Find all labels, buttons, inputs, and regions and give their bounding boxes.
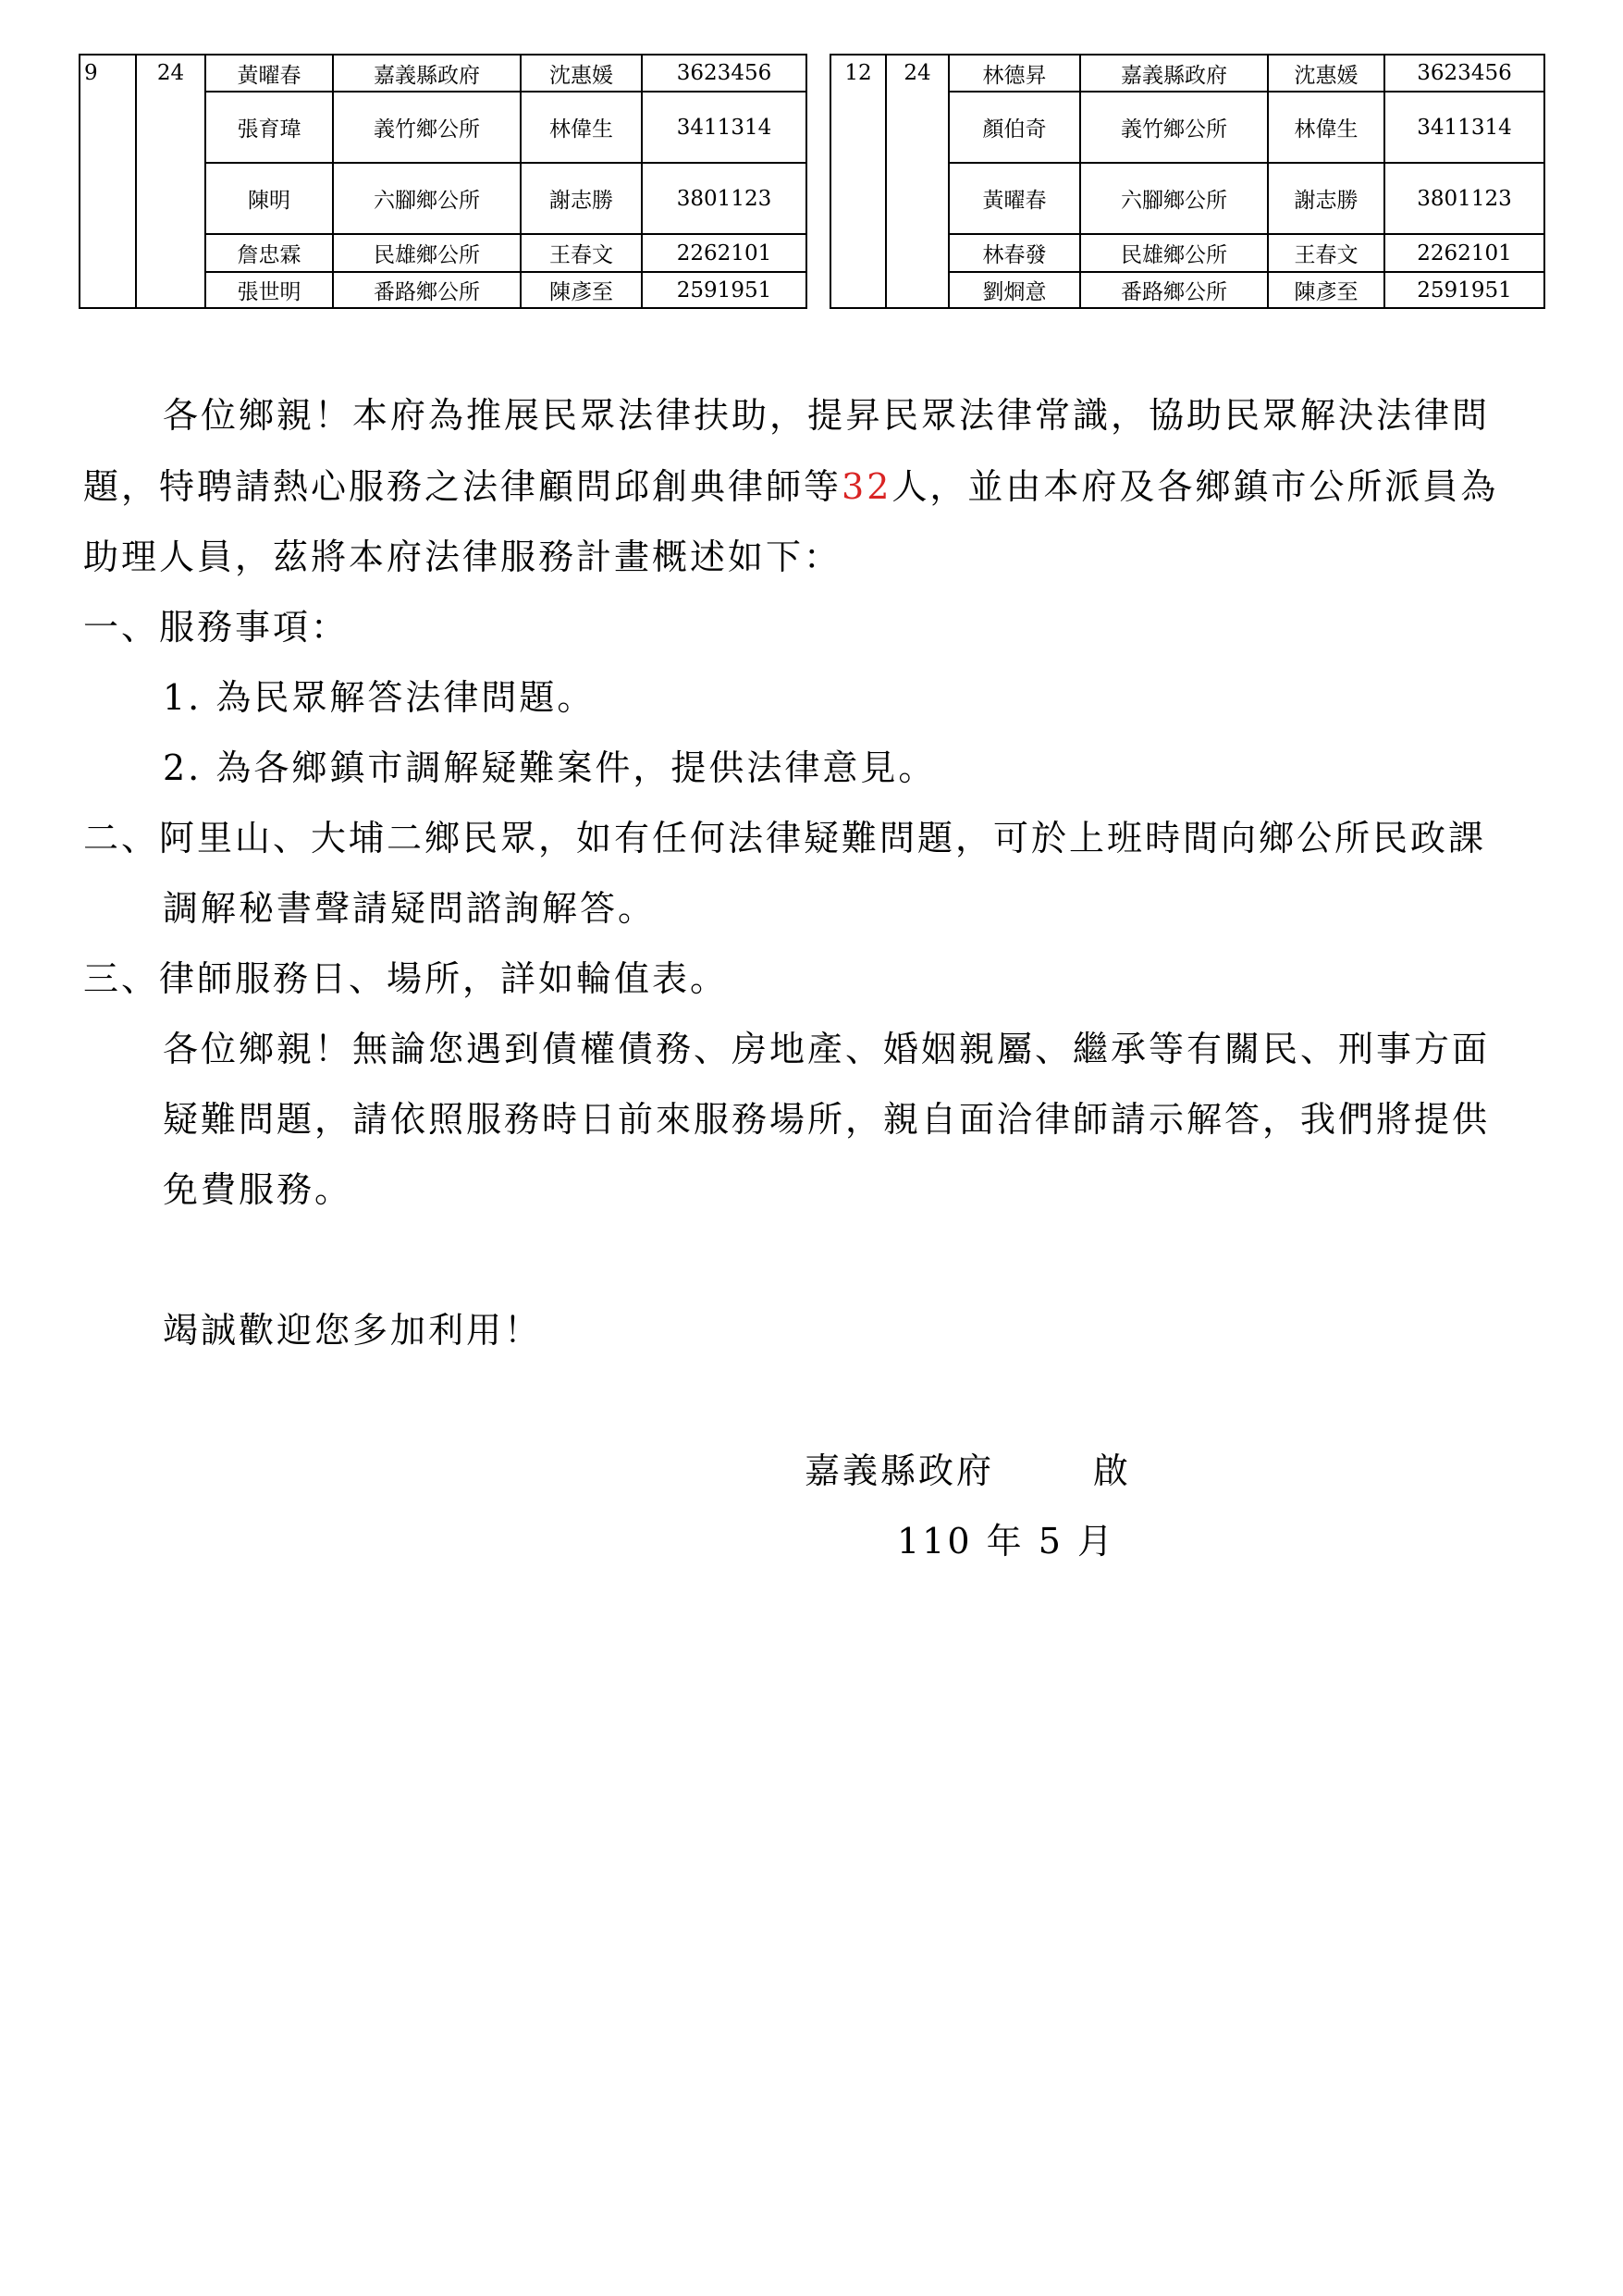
lawyer-cell: 林春發 <box>949 234 1080 272</box>
issue-date: 110 年 5 月 <box>897 1521 1115 1562</box>
place-cell: 嘉義縣政府 <box>1080 55 1268 92</box>
lawyer-count: 32 <box>842 466 892 507</box>
section-2-line-1: 二、阿里山、大埔二鄉民眾，如有任何法律疑難問題，可於上班時間向鄉公所民政課 <box>83 818 1487 858</box>
section-3-line-3: 免費服務。 <box>163 1169 353 1210</box>
phone-cell: 3801123 <box>1384 163 1544 234</box>
intro-paragraph-line-3: 助理人員，茲將本府法律服務計畫概述如下： <box>83 537 842 577</box>
place-cell: 六腳鄉公所 <box>333 163 521 234</box>
month-cell: 12 <box>830 55 886 308</box>
phone-cell: 3623456 <box>642 55 806 92</box>
lawyer-cell: 劉烱意 <box>949 272 1080 308</box>
phone-cell: 2262101 <box>1384 234 1544 272</box>
duty-schedule-table-left <box>79 54 807 309</box>
phone-cell: 2591951 <box>1384 272 1544 308</box>
table-row <box>830 55 1544 92</box>
lawyer-cell: 張世明 <box>205 272 333 308</box>
lawyer-cell: 林德昇 <box>949 55 1080 92</box>
lawyer-cell: 陳明 <box>205 163 333 234</box>
intro-paragraph-line-1: 各位鄉親！本府為推展民眾法律扶助，提昇民眾法律常識，協助民眾解決法律問 <box>163 395 1491 436</box>
month-cell: 9 <box>80 55 136 308</box>
lawyer-cell: 黃曜春 <box>205 55 333 92</box>
section-1-item-2: 2. 為各鄉鎮市調解疑難案件，提供法律意見。 <box>163 747 937 788</box>
assistant-cell: 陳彥至 <box>1268 272 1384 308</box>
issuer-name: 嘉義縣政府 <box>805 1450 995 1491</box>
place-cell: 民雄鄉公所 <box>333 234 521 272</box>
place-cell: 民雄鄉公所 <box>1080 234 1268 272</box>
place-cell: 番路鄉公所 <box>1080 272 1268 308</box>
lawyer-cell: 顏伯奇 <box>949 92 1080 163</box>
duty-schedule-table-right <box>830 54 1545 309</box>
section-2-line-2: 調解秘書聲請疑問諮詢解答。 <box>163 888 657 929</box>
section-1-item-1: 1. 為民眾解答法律問題。 <box>163 677 596 718</box>
phone-cell: 3411314 <box>642 92 806 163</box>
assistant-cell: 謝志勝 <box>1268 163 1384 234</box>
section-3-line-1: 各位鄉親！無論您遇到債權債務、房地產、婚姻親屬、繼承等有關民、刑事方面 <box>163 1029 1491 1069</box>
intro-paragraph-line-2: 題，特聘請熱心服務之法律顧問邱創典律師等32人，並由本府及各鄉鎮市公所派員為 <box>83 466 1499 507</box>
lawyer-cell: 詹忠霖 <box>205 234 333 272</box>
day-cell: 24 <box>136 55 205 308</box>
place-cell: 六腳鄉公所 <box>1080 163 1268 234</box>
phone-cell: 3801123 <box>642 163 806 234</box>
assistant-cell: 沈惠媛 <box>1268 55 1384 92</box>
section-3-title: 三、律師服務日、場所，詳如輪值表。 <box>83 958 729 999</box>
assistant-cell: 林偉生 <box>1268 92 1384 163</box>
place-cell: 義竹鄉公所 <box>1080 92 1268 163</box>
issuer-suffix: 啟 <box>1093 1450 1132 1491</box>
assistant-cell: 謝志勝 <box>521 163 642 234</box>
assistant-cell: 王春文 <box>1268 234 1384 272</box>
lawyer-cell: 張育瑋 <box>205 92 333 163</box>
lawyer-cell: 黃曜春 <box>949 163 1080 234</box>
place-cell: 番路鄉公所 <box>333 272 521 308</box>
assistant-cell: 林偉生 <box>521 92 642 163</box>
assistant-cell: 王春文 <box>521 234 642 272</box>
place-cell: 義竹鄉公所 <box>333 92 521 163</box>
section-1-title: 一、服務事項： <box>83 607 350 648</box>
phone-cell: 3623456 <box>1384 55 1544 92</box>
welcome-text: 竭誠歡迎您多加利用！ <box>163 1310 543 1351</box>
assistant-cell: 沈惠媛 <box>521 55 642 92</box>
section-3-line-2: 疑難問題，請依照服務時日前來服務場所，親自面洽律師請示解答，我們將提供 <box>163 1099 1491 1140</box>
table-row <box>80 55 806 92</box>
phone-cell: 2262101 <box>642 234 806 272</box>
day-cell: 24 <box>886 55 949 308</box>
phone-cell: 2591951 <box>642 272 806 308</box>
assistant-cell: 陳彥至 <box>521 272 642 308</box>
phone-cell: 3411314 <box>1384 92 1544 163</box>
place-cell: 嘉義縣政府 <box>333 55 521 92</box>
